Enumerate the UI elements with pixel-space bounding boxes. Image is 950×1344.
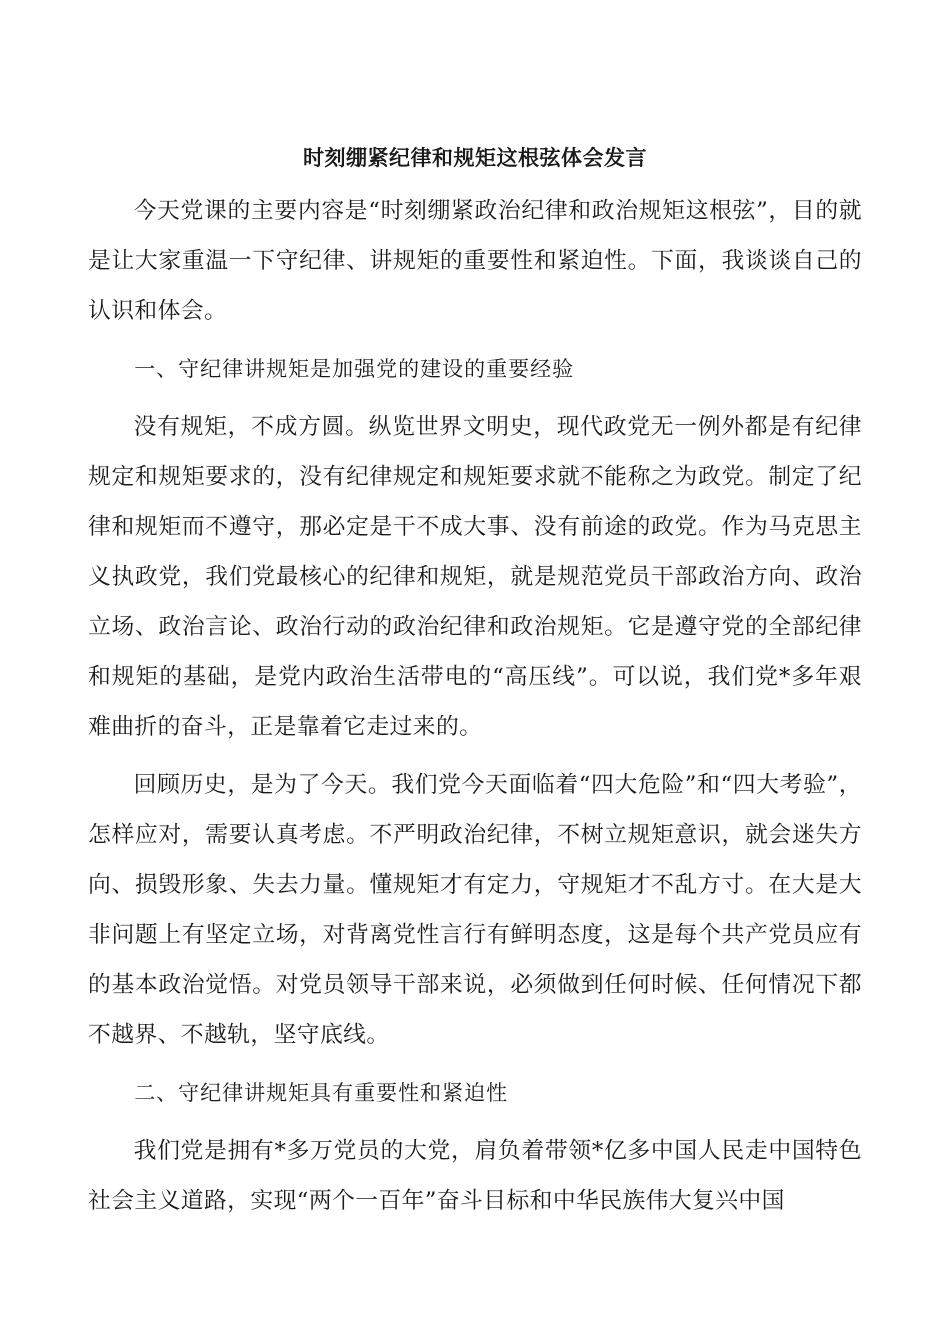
body-paragraph: 没有规矩，不成方圆。纵览世界文明史，现代政党无一例外都是有纪律规定和规矩要求的，没有纪律规定和规矩要求就不能称之为政党。制定了纪律和规矩而不遵守，那必定是干不成大事、没有前途的政党。作为马克思主义执政党，我们党最核心的纪律和规矩，就是规范党员干部政治方向、政治立场、政治言论、政治行动的政治纪律和政治规矩。它是遵守党的全部纪律和规矩的基础，是党内政治生活带电的“高压线”。可以说，我们党*多年艰难曲折的奋斗，正是靠着它走过来的。 — [88, 414, 862, 740]
body-paragraph: 我们党是拥有*多万党员的大党，肩负着带领*亿多中国人民走中国特色社会主义道路，实现“两个一百年”奋斗目标和中华民族伟大复兴中国 — [88, 1138, 862, 1214]
body-paragraph: 回顾历史，是为了今天。我们党今天面临着“四大危险”和“四大考验”，怎样应对，需要认真考虑。不严明政治纪律，不树立规矩意识，就会迷失方向、损毁形象、失去力量。懂规矩才有定力，守规矩才不乱方寸。在大是大非问题上有坚定立场，对背离党性言行有鲜明态度，这是每个共产党员应有的基本政治觉悟。对党员领导干部来说，必须做到任何时候、任何情况下都不越界、不越轨，坚守底线。 — [88, 772, 862, 1048]
spacer — [88, 1118, 862, 1126]
section-heading-1: 一、守纪律讲规矩是加强党的建设的重要经验 — [134, 357, 575, 381]
document-title: 时刻绷紧纪律和规矩这根弦体会发言 — [303, 146, 647, 170]
document-page — [88, 140, 862, 1226]
section-heading-2: 二、守纪律讲规矩具有重要性和紧迫性 — [134, 1081, 509, 1105]
spacer — [88, 394, 862, 402]
spacer — [88, 752, 862, 760]
spacer — [88, 336, 862, 344]
spacer — [88, 1060, 862, 1068]
intro-paragraph: 今天党课的主要内容是“时刻绷紧政治纪律和政治规矩这根弦”，目的就是让大家重温一下守纪律、讲规矩的重要性和紧迫性。下面，我谈谈自己的认识和体会。 — [88, 198, 862, 324]
